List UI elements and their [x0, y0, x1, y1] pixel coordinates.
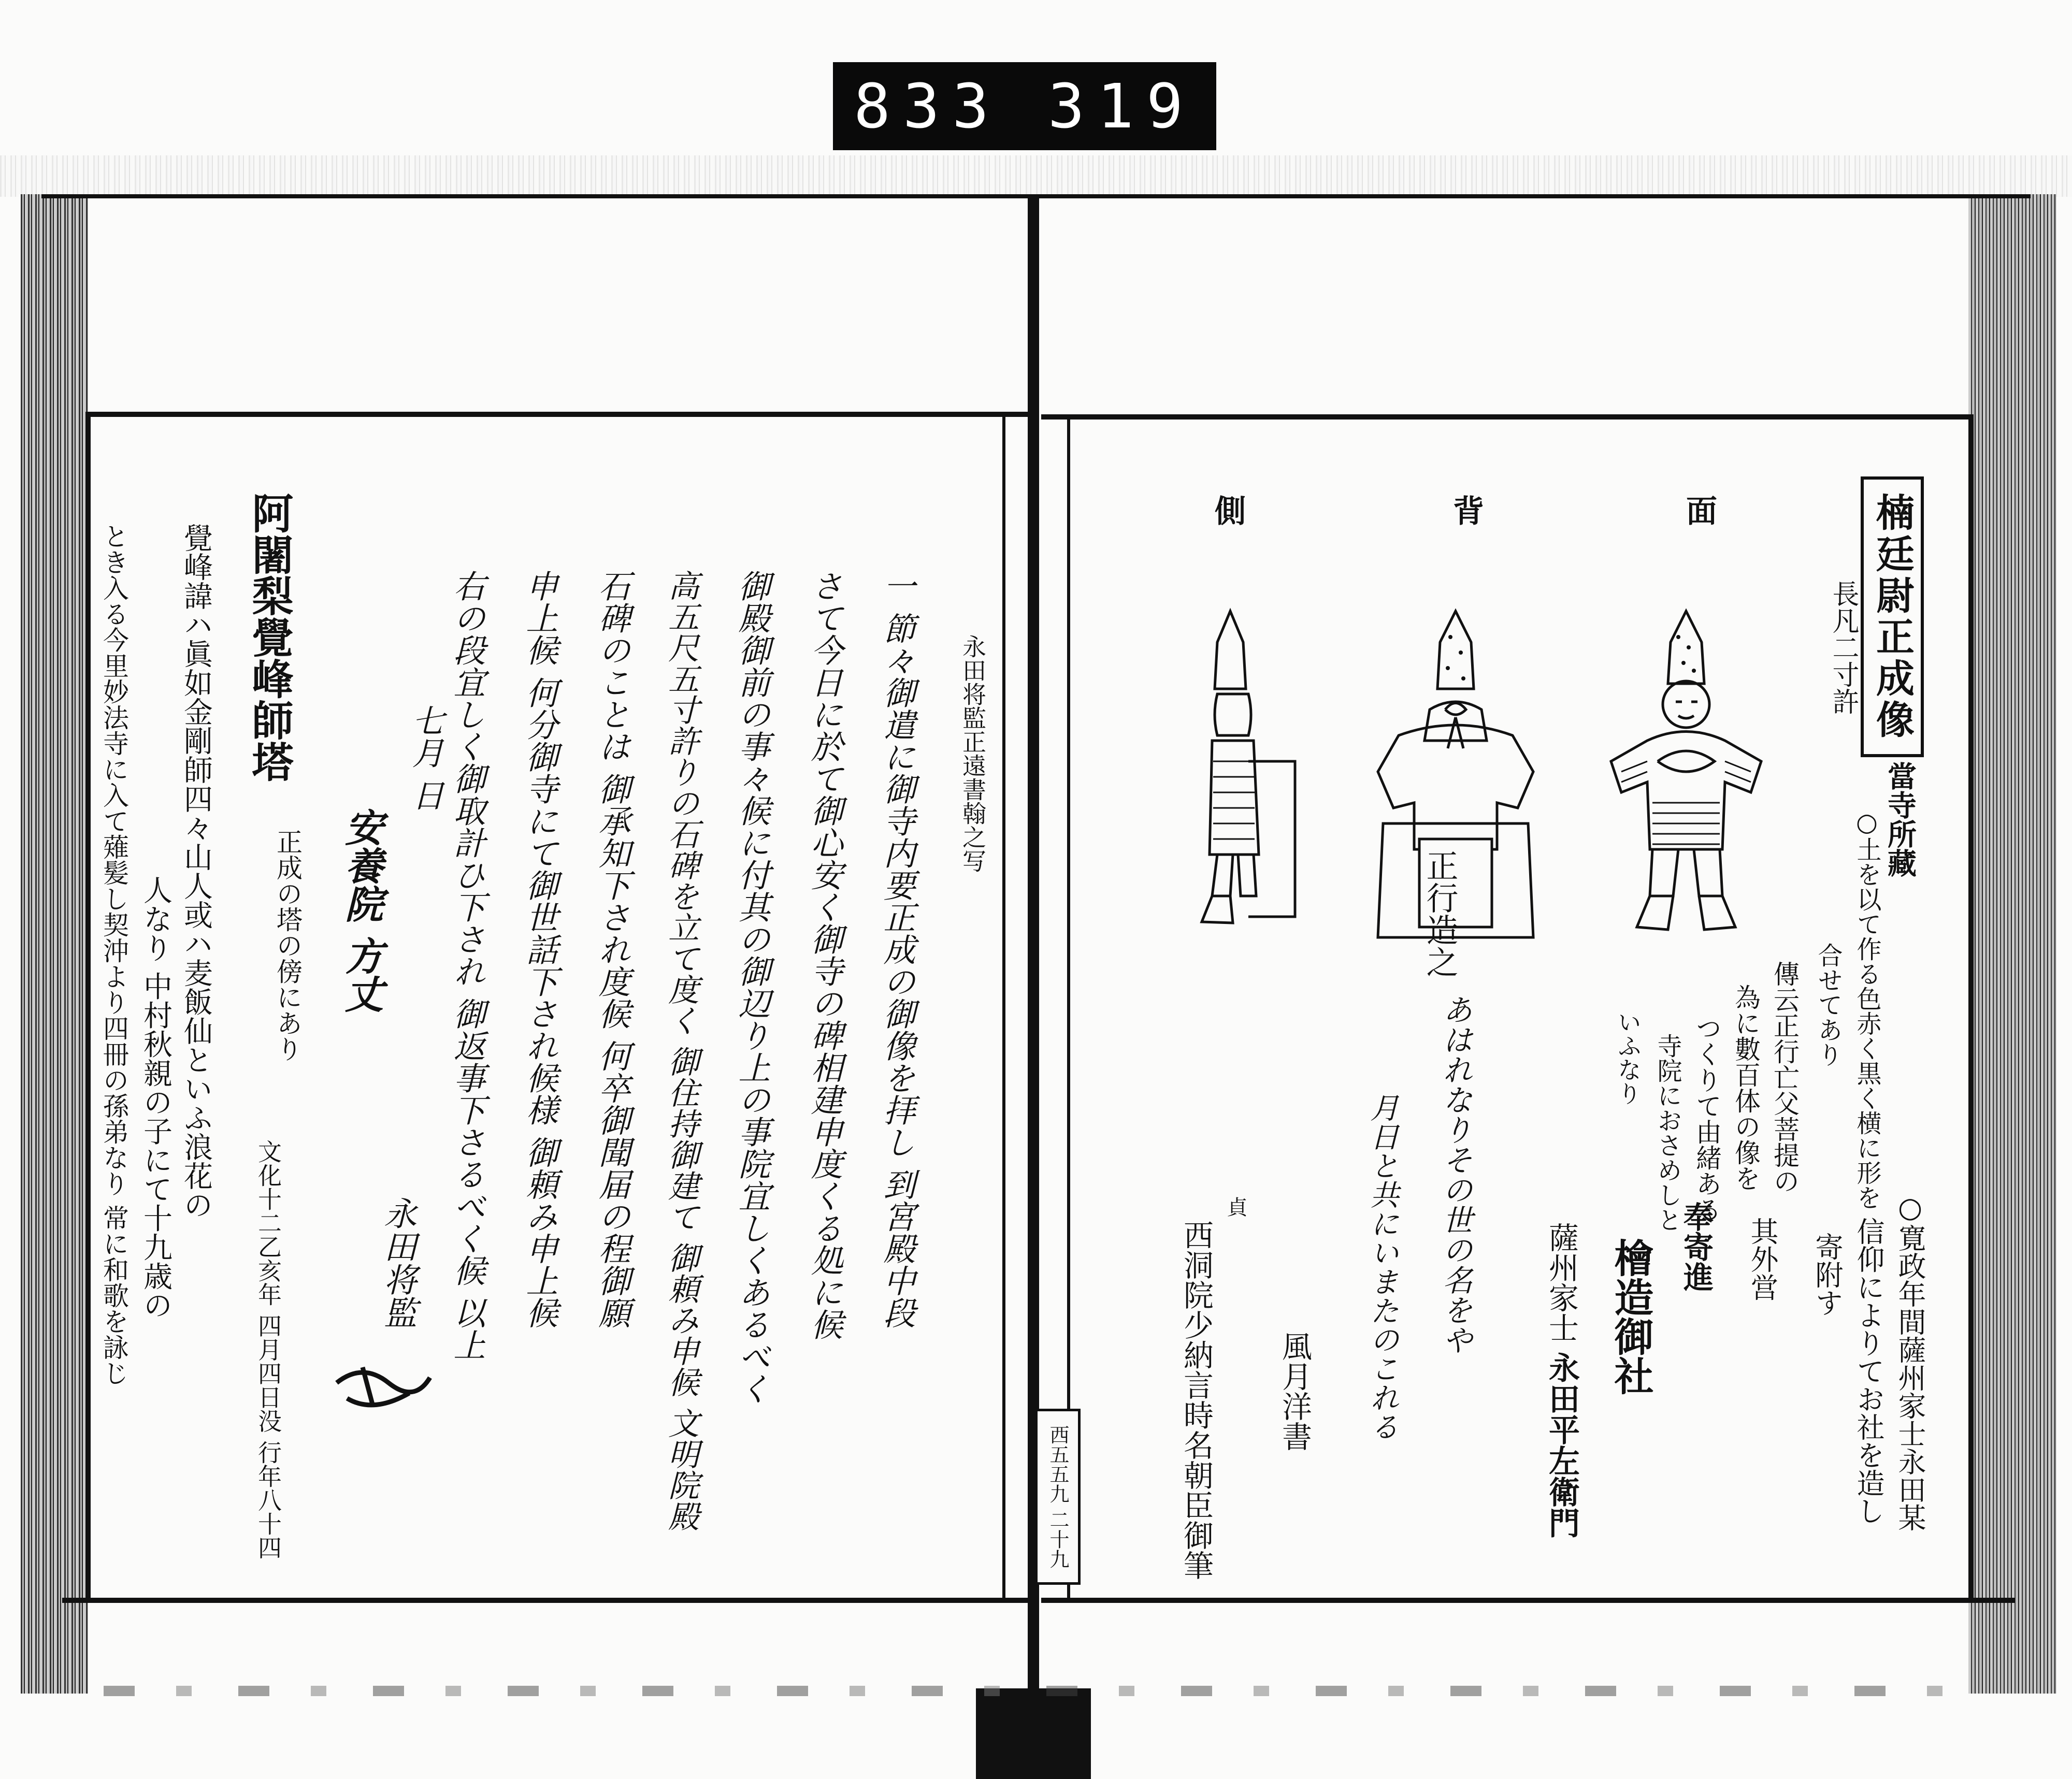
description-line: 合せてあり — [1814, 943, 1843, 1067]
description-line: 寺院におさめしと — [1653, 1033, 1682, 1232]
letter-line: さて今日に於て御心安く御寺の碑相建申度くる処に候 — [805, 570, 843, 1340]
donor-name: 永田平左衛門 — [1544, 1352, 1580, 1538]
left-page-top-border — [88, 412, 1031, 417]
donation-note-line: 寄附す — [1811, 1233, 1844, 1317]
letter-line: 御殿御前の事々候に付其の御辺り上の事院宜しくあるべく — [733, 570, 771, 1405]
ownership-note: 當寺所藏 — [1883, 761, 1917, 877]
offering-label: 奉寄進 — [1678, 1202, 1714, 1292]
description-line: 為に數百体の像を — [1731, 984, 1761, 1191]
statue-side-illustration — [1181, 606, 1300, 937]
figure-label-side: 側 — [1210, 495, 1246, 526]
donation-note-line: ○寛政年間薩州家士永田某 — [1894, 1191, 1926, 1531]
donation-note-line: 信仰によりてお社を造し — [1852, 1217, 1885, 1525]
statue-inscription: 正行造之 — [1421, 849, 1459, 978]
shrine-name: 檜造御社 — [1608, 1238, 1654, 1395]
bottom-edge-marks — [104, 1686, 1968, 1696]
description-line: 傳云正行亡父菩提の — [1769, 961, 1800, 1194]
death-note: 文化十二乙亥年 四月四日没 行年八十四 — [254, 1139, 282, 1560]
page-title: 楠廷尉正成像 — [1870, 493, 1915, 741]
foliation-number: 西五五九 二十九 — [1046, 1424, 1069, 1569]
letter-date: 七月 日 — [407, 704, 444, 811]
right-page-top-border — [1041, 414, 1974, 420]
biography-line: とき入る今里妙法寺に入て薙髪し契沖より四冊の孫弟なり 常に和歌を詠じ — [99, 523, 129, 1386]
foliation-box — [1035, 1409, 1081, 1585]
letter-line: 申上候 何分御寺にて御世話下され候様 御頼み申上候 — [521, 570, 558, 1329]
poem-author: 風月洋書 — [1277, 1331, 1312, 1451]
call-number-label — [833, 62, 1216, 150]
left-page-left-border — [85, 412, 91, 1603]
figure-label-back: 背 — [1448, 495, 1484, 526]
letter-recipient: 安養院 方丈 — [339, 808, 383, 1013]
right-page-edges — [1968, 194, 2056, 1694]
letter-signer: 永田将監 — [378, 1196, 416, 1329]
left-page-inner-border — [1002, 412, 1005, 1603]
biography-line: 人なり 中村秋親の子にて十九歳の — [139, 875, 172, 1320]
stele-title: 阿闍梨覺峰師塔 — [245, 492, 294, 782]
description-line: いふなり — [1614, 1010, 1642, 1105]
poem-line: あはれなりその世の名をや — [1437, 994, 1473, 1355]
donation-note-line: 其外営 — [1746, 1217, 1779, 1301]
size-note: 長凡二寸許 — [1828, 580, 1859, 715]
scan-noise — [0, 155, 2072, 197]
figure-label-front: 面 — [1681, 495, 1717, 526]
poem-line: 月日と共にいまたのこれる — [1365, 1093, 1399, 1441]
letter-header: 永田将監正遠書翰之写 — [959, 634, 987, 873]
letter-line: 一 節々御遣に御寺内要正成の御像を拝し 到宮殿中段 — [878, 570, 916, 1329]
title-box — [1861, 476, 1924, 757]
call-number-right: 319 — [1047, 70, 1196, 142]
letter-line: 右の段宜しく御取計ひ下され 御返事下さるべく候 以上 — [448, 570, 486, 1361]
statue-front-illustration — [1601, 606, 1772, 948]
call-number-left: 833 — [854, 70, 1002, 142]
left-page-edges — [21, 194, 88, 1694]
biography-line: 覺峰諱ハ眞如金剛師四々山人或ハ麦飯仙といふ浪花の — [179, 523, 213, 1219]
letter-line: 石碑のことは 御承知下され度候 何卒御聞届の程御願 — [593, 570, 631, 1329]
kao-signature-mark — [332, 1357, 435, 1414]
attribution-mark: 貞 — [1224, 1196, 1247, 1217]
left-page-bottom-border — [62, 1598, 1031, 1603]
calligraphy-attribution: 西洞院少納言時名朝臣御筆 — [1178, 1220, 1214, 1580]
letter-line: 高五尺五寸許りの石碑を立て度く 御住持御建て 御頼み申候 文明院殿 — [663, 570, 699, 1532]
donor-domain: 薩州家士 — [1544, 1222, 1579, 1342]
stele-subtitle: 正成の塔の傍にあり — [272, 829, 303, 1062]
right-page-right-border — [1968, 414, 1974, 1603]
right-page-bottom-border — [1041, 1598, 2015, 1603]
description-line: つくりて由緒ある — [1692, 1015, 1722, 1222]
book-spine-base — [976, 1688, 1091, 1779]
description-line: ○土を以て作る色赤く黒く横に形を — [1852, 808, 1881, 1210]
